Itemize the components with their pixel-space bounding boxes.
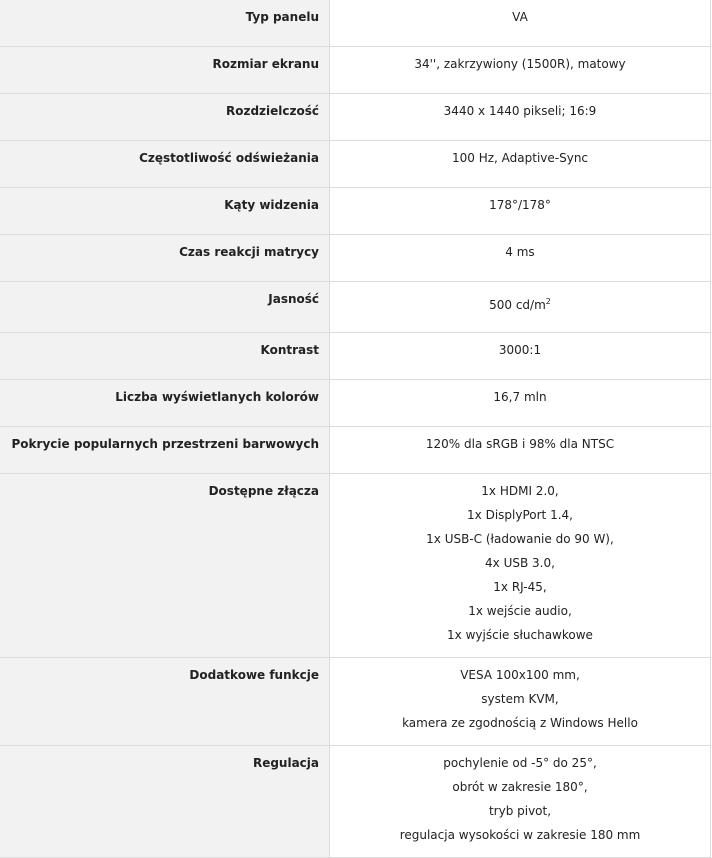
- spec-value-line: VA: [512, 10, 528, 24]
- spec-value-line: regulacja wysokości w zakresie 180 mm: [399, 828, 641, 842]
- spec-row-screen-size: [0, 47, 711, 94]
- spec-value-line: VESA 100x100 mm,: [460, 668, 580, 682]
- spec-value: [330, 427, 711, 474]
- spec-value-line: tryb pivot,: [488, 804, 552, 818]
- spec-value-line: [340, 293, 700, 317]
- spec-value-line: system KVM,: [481, 692, 559, 706]
- spec-label: Kąty widzenia: [0, 188, 330, 235]
- spec-row-connectors: [0, 474, 711, 658]
- spec-value-line: 3440 x 1440 pikseli; 16:9: [443, 104, 597, 118]
- spec-row-brightness: [0, 282, 711, 333]
- spec-value: [330, 235, 711, 282]
- brightness-unit-superscript: 2: [545, 297, 551, 306]
- spec-row-panel-type: [0, 0, 711, 47]
- spec-value: [330, 188, 711, 235]
- spec-label: Regulacja: [0, 746, 330, 858]
- spec-value-line: obrót w zakresie 180°,: [452, 780, 588, 794]
- spec-label: Rozmiar ekranu: [0, 47, 330, 94]
- spec-value: [330, 47, 711, 94]
- spec-value: [330, 141, 711, 188]
- brightness-value-text: 500 cd/m: [489, 298, 546, 312]
- spec-label: Jasność: [0, 282, 330, 333]
- spec-value-line: 100 Hz, Adaptive-Sync: [451, 151, 589, 165]
- spec-value: [330, 380, 711, 427]
- spec-row-refresh-rate: [0, 141, 711, 188]
- spec-value-line: 1x DisplyPort 1.4,: [467, 508, 573, 522]
- spec-label: Częstotliwość odświeżania: [0, 141, 330, 188]
- spec-value-line: 1x RJ-45,: [493, 580, 547, 594]
- spec-value-line: 1x USB-C (ładowanie do 90 W),: [426, 532, 614, 546]
- spec-label: Czas reakcji matrycy: [0, 235, 330, 282]
- spec-value-line: 178°/178°: [489, 198, 551, 212]
- spec-label: Pokrycie popularnych przestrzeni barwowych: [0, 427, 330, 474]
- spec-row-viewing-angles: [0, 188, 711, 235]
- spec-value-line: 4x USB 3.0,: [485, 556, 555, 570]
- spec-value-line: 3000:1: [498, 343, 542, 357]
- spec-row-response-time: [0, 235, 711, 282]
- spec-value-line: pochylenie od -5° do 25°,: [443, 756, 597, 770]
- spec-value: [330, 658, 711, 746]
- spec-value: [330, 333, 711, 380]
- spec-value-line: 1x wyjście słuchawkowe: [447, 628, 593, 642]
- spec-row-colors: [0, 380, 711, 427]
- spec-label: Kontrast: [0, 333, 330, 380]
- spec-value: [330, 94, 711, 141]
- spec-value-line: kamera ze zgodnością z Windows Hello: [402, 716, 638, 730]
- spec-row-contrast: [0, 333, 711, 380]
- spec-row-resolution: [0, 94, 711, 141]
- spec-value-line: 1x wejście audio,: [468, 604, 572, 618]
- spec-row-adjustment: [0, 746, 711, 858]
- spec-label: Dodatkowe funkcje: [0, 658, 330, 746]
- spec-label: Dostępne złącza: [0, 474, 330, 658]
- spec-value-line: 120% dla sRGB i 98% dla NTSC: [425, 437, 615, 451]
- spec-value-line: 4 ms: [505, 245, 535, 259]
- spec-row-color-gamut: [0, 427, 711, 474]
- spec-row-extra-features: [0, 658, 711, 746]
- spec-label: Rozdzielczość: [0, 94, 330, 141]
- spec-value: [330, 746, 711, 858]
- spec-value-line: 34'', zakrzywiony (1500R), matowy: [414, 57, 626, 71]
- spec-value: [330, 474, 711, 658]
- spec-value-line: 1x HDMI 2.0,: [481, 484, 559, 498]
- spec-label: Typ panelu: [0, 0, 330, 47]
- spec-value: [330, 282, 711, 333]
- spec-value-line: 16,7 mln: [493, 390, 547, 404]
- spec-value: [330, 0, 711, 47]
- spec-label: Liczba wyświetlanych kolorów: [0, 380, 330, 427]
